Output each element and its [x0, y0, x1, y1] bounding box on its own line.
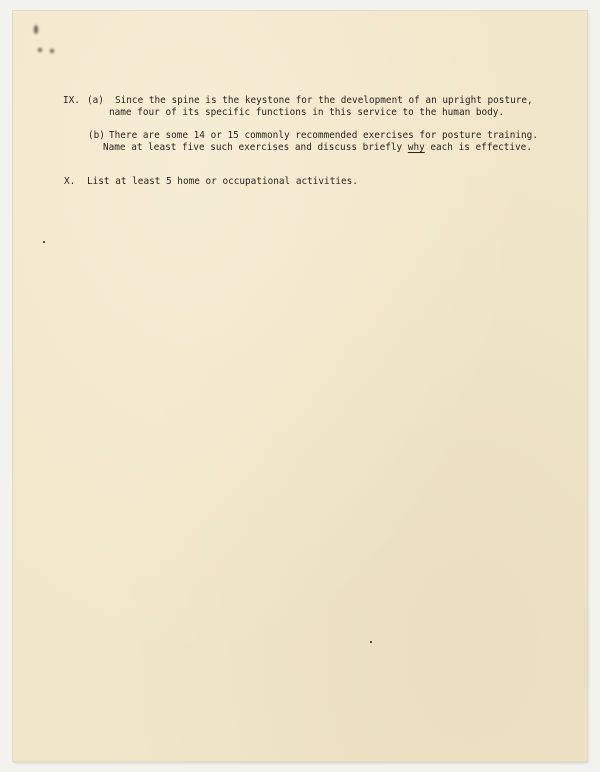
ink-smudge — [38, 48, 42, 52]
typed-page — [13, 11, 587, 761]
question-ix-part-a-label: (a) — [87, 95, 104, 106]
paper-speck — [43, 241, 45, 243]
question-ix-part-b-line-2-end: each is effective. — [424, 142, 532, 153]
question-ix-part-b-line-2 — [103, 142, 532, 154]
question-ix-number: IX. — [63, 95, 80, 106]
question-ix-part-a-line-1: Since the spine is the keystone for the development of an upright posture, — [115, 95, 533, 106]
question-ix-part-b-line-2-start: Name at least five such exercises and discuss briefly — [103, 142, 408, 153]
paper-speck — [370, 641, 372, 643]
question-x-number: X. — [64, 176, 76, 187]
question-x-text: List at least 5 home or occupational activities. — [87, 176, 358, 187]
question-ix-part-b-label: (b) — [88, 130, 105, 141]
question-ix-part-b-line-1: There are some 14 or 15 commonly recommended exercises for posture training. — [109, 130, 538, 141]
question-ix-part-a-line-2: name four of its specific functions in this service to the human body. — [109, 107, 505, 118]
underlined-word-why: why — [407, 142, 425, 153]
ink-smudge — [34, 25, 38, 34]
ink-smudge — [50, 49, 54, 53]
